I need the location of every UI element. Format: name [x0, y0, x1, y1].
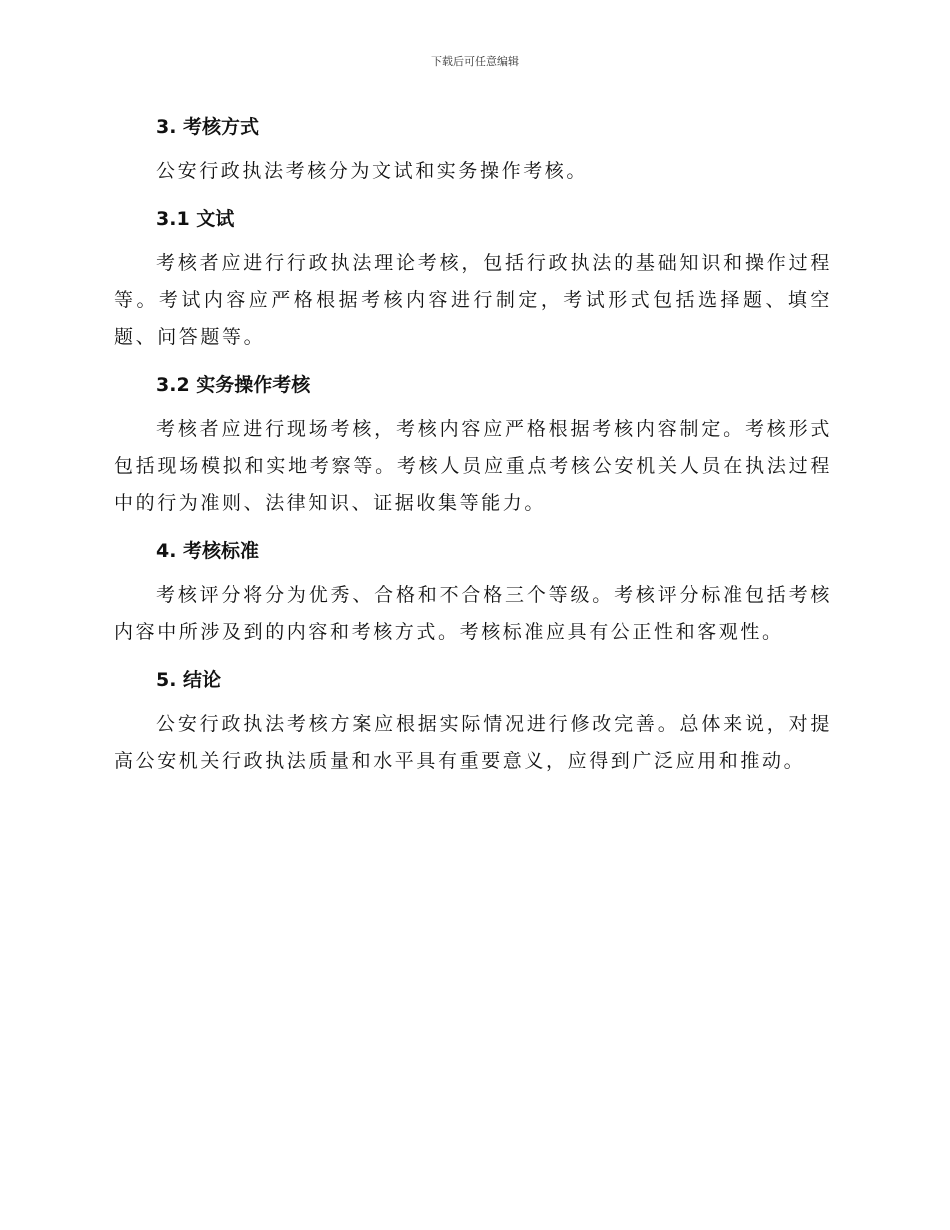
page-header: 下载后可任意编辑 [431, 55, 519, 68]
section-paragraph-conclusion: 公安行政执法考核方案应根据实际情况进行修改完善。总体来说，对提高公安机关行政执法质量和水平具有重要意义，应得到广泛应用和推动。 [114, 713, 832, 772]
document-body [114, 110, 832, 780]
section-paragraph-practical-assessment: 考核者应进行现场考核，考核内容应严格根据考核内容制定。考核形式包括现场模拟和实地考察等。考核人员应重点考核公安机关人员在执法过程中的行为准则、法律知识、证据收集等能力。 [114, 418, 832, 514]
section-heading-assessment-standards: 4. 考核标准 [156, 540, 260, 562]
section-paragraph-assessment-standards: 考核评分将分为优秀、合格和不合格三个等级。考核评分标准包括考核内容中所涉及到的内容和考核方式。考核标准应具有公正性和客观性。 [114, 584, 832, 643]
section-heading-written-test: 3.1 文试 [156, 208, 235, 230]
section-paragraph-written-test: 考核者应进行行政执法理论考核，包括行政执法的基础知识和操作过程等。考试内容应严格根据考核内容进行制定，考试形式包括选择题、填空题、问答题等。 [114, 252, 832, 348]
section-heading-practical-assessment: 3.2 实务操作考核 [156, 374, 311, 396]
section-heading-assessment-method: 3. 考核方式 [156, 116, 260, 138]
section-paragraph-assessment-method: 公安行政执法考核分为文试和实务操作考核。 [156, 160, 589, 182]
section-heading-conclusion: 5. 结论 [156, 669, 222, 691]
